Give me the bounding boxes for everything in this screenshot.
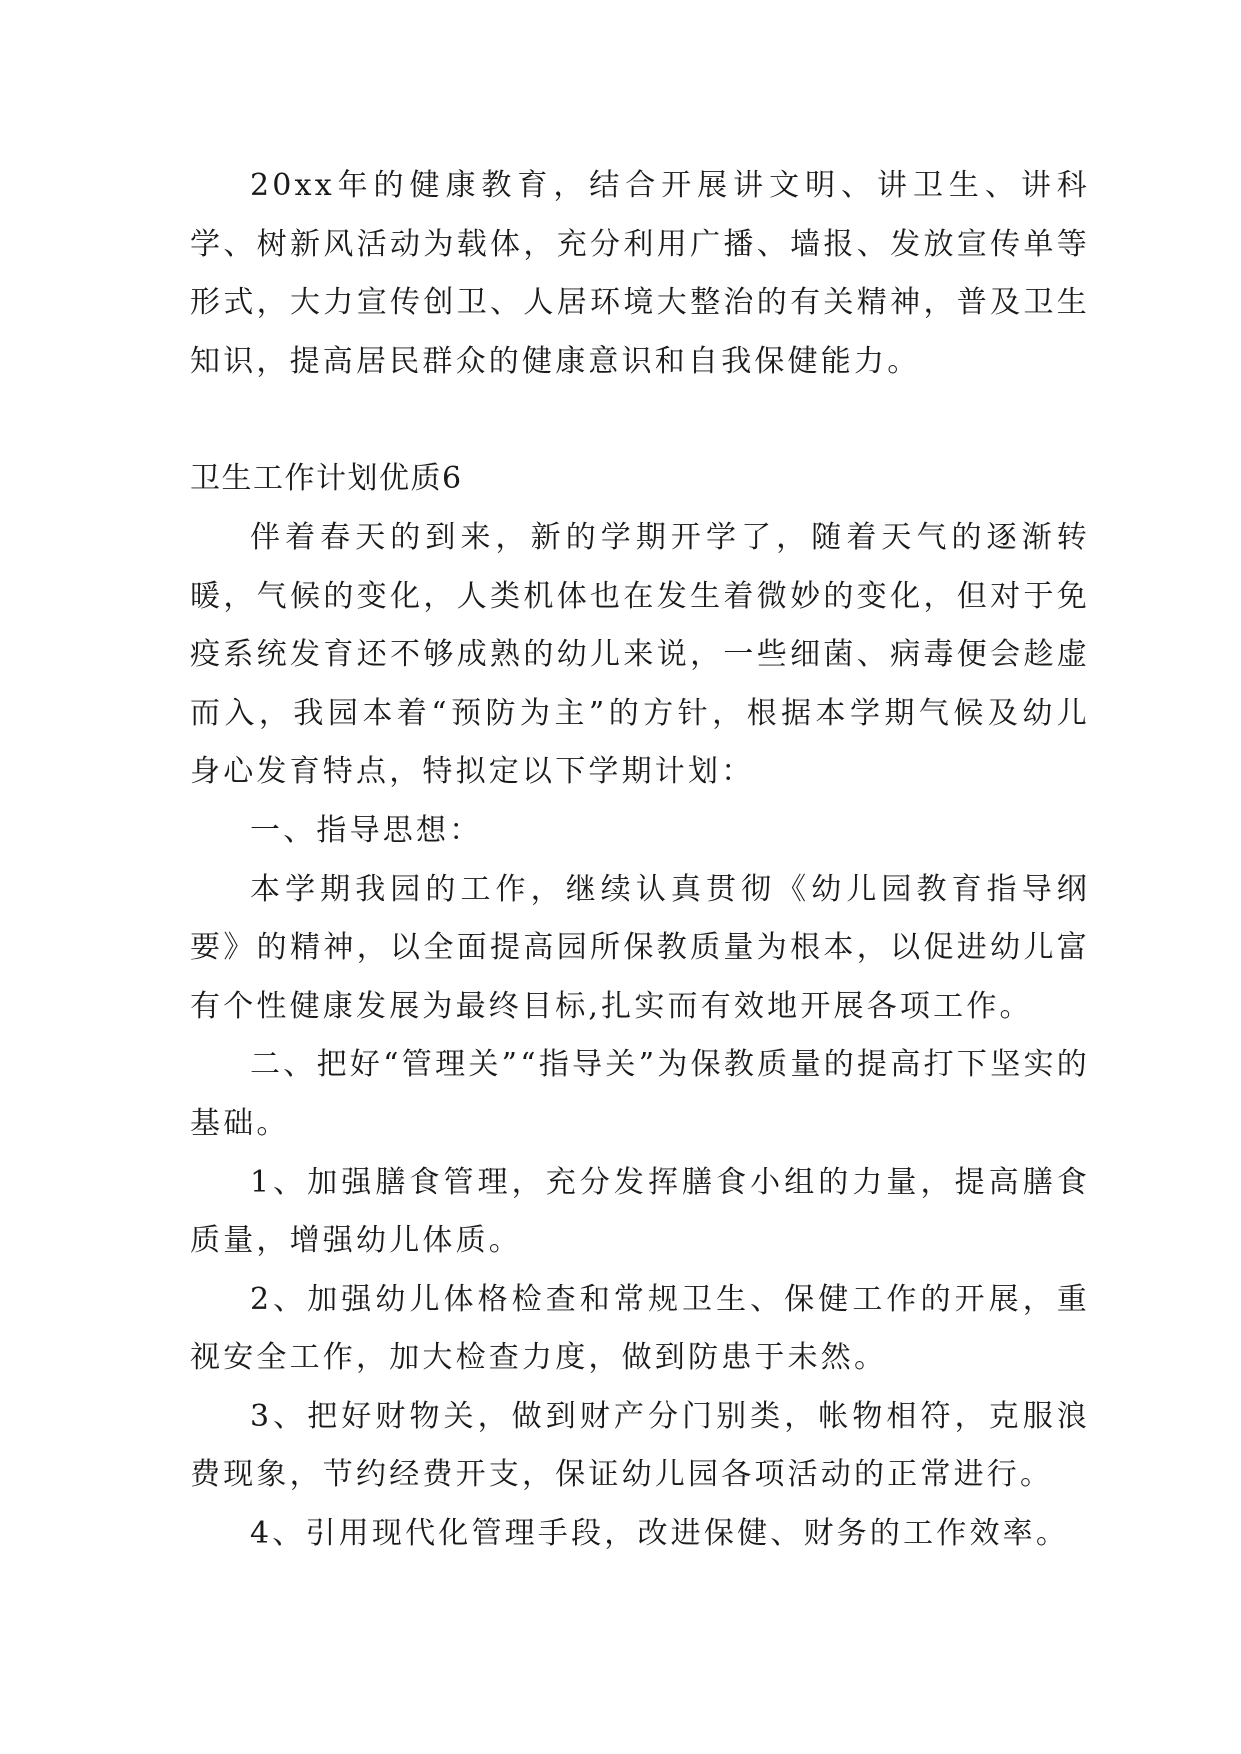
document-body [190,157,1090,1564]
body-paragraph: 本学期我园的工作，继续认真贯彻《幼儿园教育指导纲要》的精神，以全面提高园所保教质量为根本，以促进幼儿富有个性健康发展为最终目标,扎实而有效地开展各项工作。 [190,871,1090,1024]
body-paragraph: 2、加强幼儿体格检查和常规卫生、保健工作的开展，重视安全工作，加大检查力度，做到防患于未然。 [190,1281,1090,1376]
body-paragraph: 4、引用现代化管理手段，改进保健、财务的工作效率。 [250,1516,1070,1552]
intro-paragraph: 20xx年的健康教育，结合开展讲文明、讲卫生、讲科学、树新风活动为载体，充分利用广播、墙报、发放宣传单等形式，大力宣传创卫、人居环境大整治的有关精神，普及卫生知识，提高居民群众的健康意识和自我保健能力。 [190,168,1090,379]
body-paragraph: 伴着春天的到来，新的学期开学了，随着天气的逐渐转暖，气候的变化，人类机体也在发生着微妙的变化，但对于免疫系统发育还不够成熟的幼儿来说，一些细菌、病毒便会趁虚而入，我园本着“预防为主”的方针，根据本学期气候及幼儿身心发育特点，特拟定以下学期计划： [190,519,1090,790]
body-paragraph: 3、把好财物关，做到财产分门别类，帐物相符，克服浪费现象，节约经费开支，保证幼儿园各项活动的正常进行。 [190,1398,1090,1493]
body-paragraph: 一、指导思想： [250,812,483,848]
body-paragraph: 二、把好“管理关”“指导关”为保教质量的提高打下坚实的基础。 [190,1047,1090,1141]
paragraph-gap [190,391,1090,450]
body-paragraph: 1、加强膳食管理，充分发挥膳食小组的力量，提高膳食质量，增强幼儿体质。 [190,1164,1090,1259]
section-title: 卫生工作计划优质6 [190,461,463,497]
